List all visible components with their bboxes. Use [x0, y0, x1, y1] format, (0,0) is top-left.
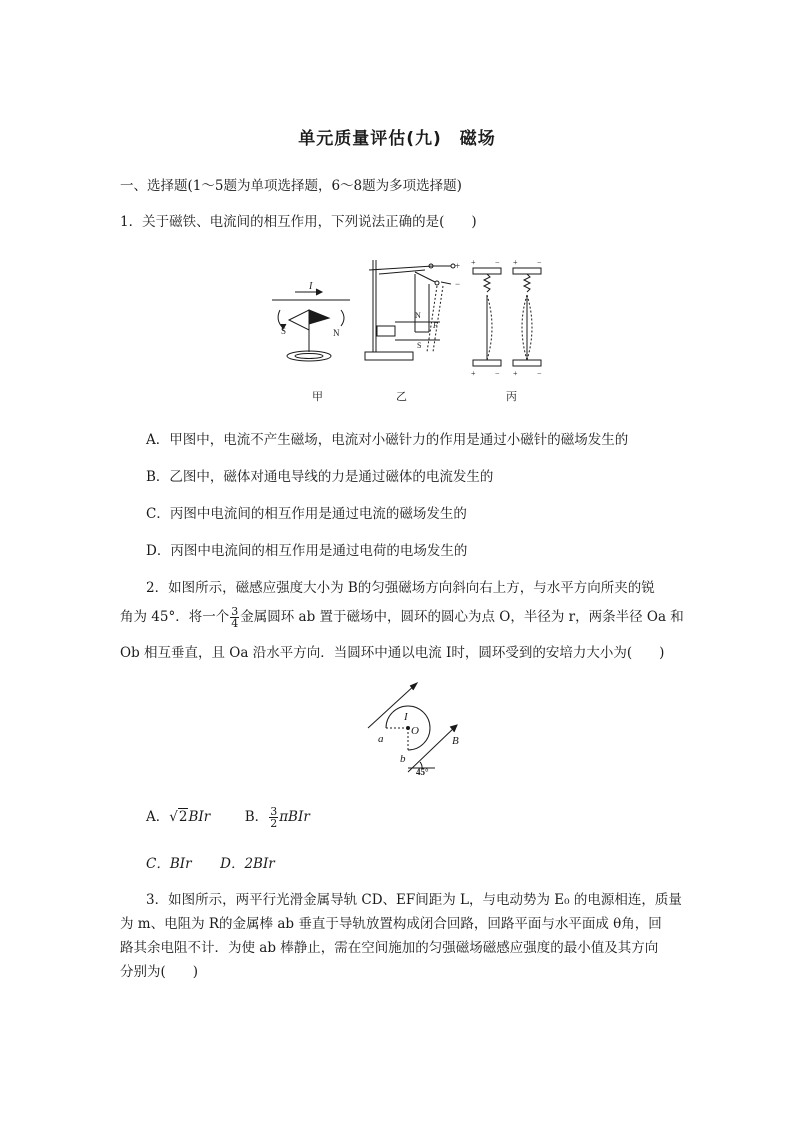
q2-option-b	[244, 805, 310, 830]
q1-bing-plus-4: +	[513, 369, 518, 378]
q1-bing-minus-2: −	[537, 258, 542, 267]
figure-jia	[272, 281, 350, 361]
q2-label-O: O	[411, 725, 419, 737]
page-title: 单元质量评估(九) 磁场	[298, 129, 496, 149]
q2-label-a: a	[378, 733, 384, 745]
q3-line-2: 为 m、电阻为 R的金属棒 ab 垂直于导轨放置构成闭合回路，回路平面与水平面成 θ角，回	[120, 916, 662, 932]
q1-option-c: C．丙图中电流间的相互作用是通过电流的磁场发生的	[146, 506, 467, 522]
q2-option-a-sqrt-arg: 2	[178, 809, 188, 825]
q2-line-1: 2．如图所示，磁感应强度大小为 B的匀强磁场方向斜向右上方，与水平方向所夹的锐	[146, 580, 655, 596]
q1-bing-plus-3: +	[471, 369, 476, 378]
q3-line-3: 路其余电阻不计．为使 ab 棒静止，需在空间施加的匀强磁场磁感应强度的最小值及其方向	[120, 940, 659, 956]
q2-option-c: C．BIr	[146, 856, 192, 872]
q2-option-b-den: 2	[270, 817, 278, 830]
q2-line-2b: 金属圆环 ab 置于磁场中，圆环的圆心为点 O，半径为 r，两条半径 Oa 和	[240, 609, 684, 625]
q1-yi-S: S	[417, 341, 422, 350]
q1-bing-plus-1: +	[471, 258, 476, 267]
q1-option-d: D．丙图中电流间的相互作用是通过电荷的电场发生的	[146, 543, 468, 559]
q2-figure	[360, 680, 470, 780]
q2-option-b-num: 3	[270, 805, 278, 818]
q1-bing-minus-3: −	[495, 369, 500, 378]
q1-yi-plus: +	[455, 261, 461, 271]
q1-bing-minus-4: −	[537, 369, 542, 378]
q1-label-N: N	[333, 328, 340, 338]
q2-option-b-prefix: B．	[244, 809, 269, 825]
q2-option-d: D．2BIr	[220, 856, 275, 872]
q2-option-b-rest: πBIr	[279, 809, 310, 825]
q2-option-b-fraction	[269, 806, 278, 829]
q2-line-3: Ob 相互垂直，且 Oa 沿水平方向．当圆环中通以电流 I时，圆环受到的安培力大小为( )	[120, 645, 665, 661]
q1-label-S: S	[281, 326, 287, 336]
q1-figure	[265, 252, 565, 382]
q2-label-angle: 45°	[416, 767, 429, 777]
sqrt-symbol: √	[169, 809, 178, 825]
q2-option-a-rest: BIr	[188, 809, 211, 825]
q2-line-2a: 角为 45°．将一个	[120, 609, 230, 625]
q2-fraction-den: 4	[231, 617, 239, 630]
q1-bing-minus-1: −	[495, 258, 500, 267]
q2-fraction-num: 3	[231, 605, 239, 618]
q1-stem: 1．关于磁铁、电流间的相互作用，下列说法正确的是( )	[120, 214, 477, 230]
q2-label-I: I	[404, 711, 408, 723]
q1-bing-plus-2: +	[513, 258, 518, 267]
caption-yi: 乙	[396, 390, 407, 403]
q2-option-a	[146, 808, 210, 825]
q1-option-b: B．乙图中，磁体对通电导线的力是通过磁体的电流发生的	[146, 469, 494, 485]
q3-line-1: 3．如图所示，两平行光滑金属导轨 CD、EF间距为 L，与电动势为 E₀ 的电源相连，质量	[146, 892, 682, 908]
figure-bing	[471, 258, 542, 378]
q2-line-2	[120, 606, 684, 629]
q1-yi-minus: −	[455, 279, 461, 289]
q2-options-cd	[146, 854, 275, 874]
section-heading: 一、选择题(1～5题为单项选择题，6～8题为多项选择题)	[120, 178, 462, 194]
caption-jia: 甲	[312, 390, 323, 403]
figure-yi	[365, 260, 460, 360]
q1-yi-N: N	[415, 311, 421, 320]
q1-option-a: A．甲图中，电流不产生磁场，电流对小磁针力的作用是通过小磁针的磁场发生的	[146, 432, 629, 448]
q1-yi-F: F	[433, 321, 438, 330]
q2-fraction	[230, 606, 239, 629]
caption-bing: 丙	[506, 390, 517, 403]
q1-label-I: I	[309, 281, 313, 292]
q2-label-b: b	[400, 753, 406, 765]
q3-line-4: 分别为( )	[120, 964, 199, 980]
q2-options-ab	[146, 806, 310, 829]
q2-label-B: B	[452, 735, 459, 747]
q2-option-a-prefix: A．	[146, 809, 170, 825]
